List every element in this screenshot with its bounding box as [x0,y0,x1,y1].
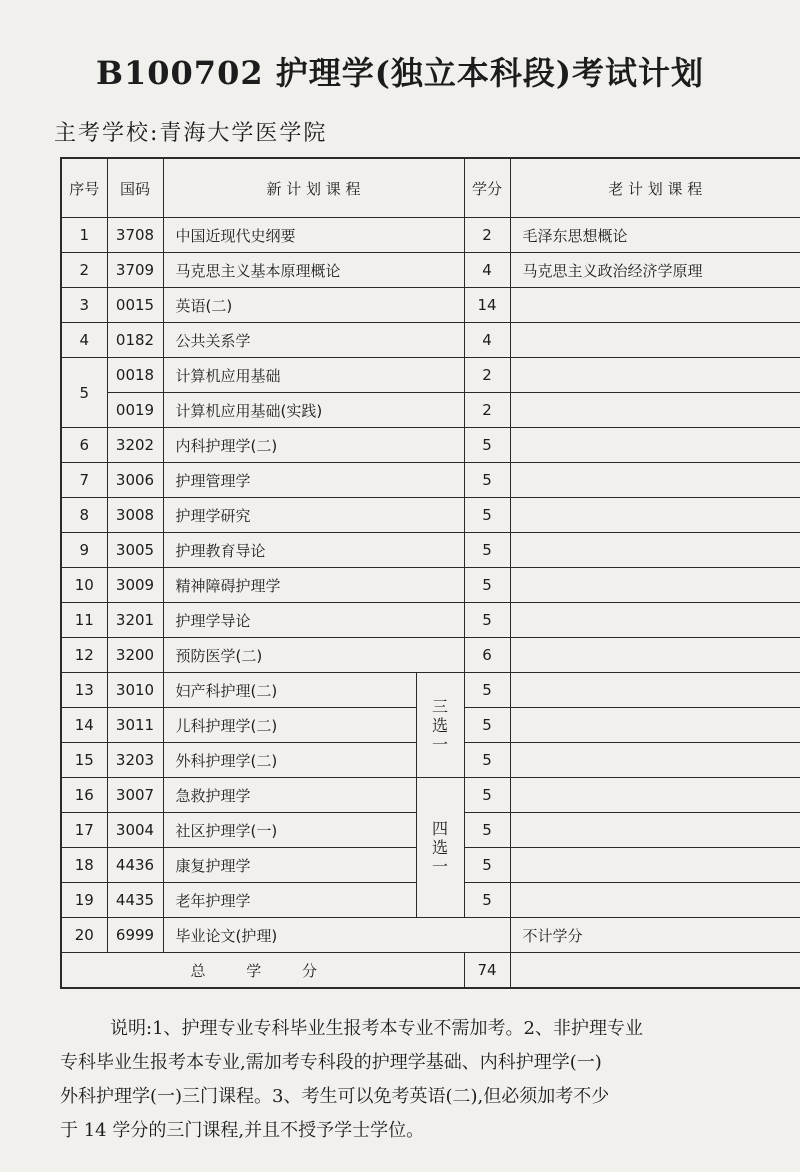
row-old-course [510,428,800,463]
elective-group-char: 四 [432,819,449,838]
row-code: 4436 [107,848,163,883]
header-new-course: 新 计 划 课 程 [163,158,464,218]
row-no: 7 [61,463,107,498]
table-row [61,253,800,288]
table-row [61,918,800,953]
row-old-course [510,568,800,603]
row-no: 16 [61,778,107,813]
row-old-course [510,358,800,393]
table-row [61,288,800,323]
row-no: 14 [61,708,107,743]
row-old-course [510,848,800,883]
row-no: 11 [61,603,107,638]
table-row [61,778,800,813]
row-course: 公共关系学 [163,323,464,358]
row-course: 计算机应用基础 [163,358,464,393]
row-course: 精神障碍护理学 [163,568,464,603]
table-row [61,568,800,603]
row-old-course [510,813,800,848]
total-label: 总 学 分 [61,953,464,989]
header-code: 国码 [107,158,163,218]
row-code: 0182 [107,323,163,358]
row-course: 内科护理学(二) [163,428,464,463]
row-no: 13 [61,673,107,708]
row-code: 3008 [107,498,163,533]
row-credits: 4 [464,253,510,288]
row-old-course [510,638,800,673]
row-credits: 5 [464,848,510,883]
note-line: 外科护理学(一)三门课程。3、考生可以免考英语(二),但必须加考不少 [60,1086,610,1107]
row-course: 护理学导论 [163,603,464,638]
elective-group-choose-one-of-four [416,778,464,918]
row-credits: 5 [464,708,510,743]
elective-group-char: 一 [432,857,449,876]
row-credits: 6 [464,638,510,673]
row-no: 10 [61,568,107,603]
document-title: B100702 护理学(独立本科段)考试计划 [95,54,705,92]
note-line: 专科毕业生报考本专业,需加考专科段的护理学基础、内科护理学(一) [60,1052,602,1073]
row-old-course: 不计学分 [510,918,800,953]
row-old-course [510,288,800,323]
notes [60,1012,800,1148]
elective-group-char: 选 [432,838,449,857]
row-course: 英语(二) [163,288,464,323]
row-old-course [510,533,800,568]
row-no: 17 [61,813,107,848]
row-course: 护理管理学 [163,463,464,498]
row-credits: 5 [464,883,510,918]
row-code: 3007 [107,778,163,813]
exam-school: 主考学校:青海大学医学院 [54,121,328,146]
row-credits: 5 [464,533,510,568]
table-row [61,323,800,358]
row-credits: 4 [464,323,510,358]
note-line: 于 14 学分的三门课程,并且不授予学士学位。 [60,1120,425,1141]
row-credits: 2 [464,393,510,428]
table-row [61,533,800,568]
row-course: 计算机应用基础(实践) [163,393,464,428]
row-no: 8 [61,498,107,533]
row-course: 外科护理学(二) [163,743,416,778]
row-old-course [510,743,800,778]
row-credits: 5 [464,778,510,813]
row-no: 2 [61,253,107,288]
table-row [61,498,800,533]
table-header-row [61,158,800,218]
table-row [61,358,800,393]
row-code: 0015 [107,288,163,323]
row-credits: 14 [464,288,510,323]
table-row [61,603,800,638]
row-no: 1 [61,218,107,253]
row-old-course [510,603,800,638]
row-old-course [510,673,800,708]
row-code: 6999 [107,918,163,953]
header-credits: 学分 [464,158,510,218]
row-old-course [510,708,800,743]
row-credits: 5 [464,743,510,778]
elective-group-char: 三 [432,696,449,716]
note-line: 说明:1、护理专业专科毕业生报考本专业不需加考。2、非护理专业 [110,1018,643,1039]
row-old-course [510,393,800,428]
row-old-course: 毛泽东思想概论 [510,218,800,253]
row-course: 老年护理学 [163,883,416,918]
row-no: 12 [61,638,107,673]
row-course: 儿科护理学(二) [163,708,416,743]
row-credits: 5 [464,568,510,603]
table-row [61,428,800,463]
row-code: 3201 [107,603,163,638]
row-no: 19 [61,883,107,918]
row-course: 社区护理学(一) [163,813,416,848]
row-code: 3010 [107,673,163,708]
row-credits: 5 [464,813,510,848]
row-code: 0018 [107,358,163,393]
row-code: 3203 [107,743,163,778]
row-code: 3709 [107,253,163,288]
row-credits: 5 [464,498,510,533]
row-credits: 5 [464,428,510,463]
row-old-course [510,498,800,533]
row-code: 3005 [107,533,163,568]
row-no: 5 [61,358,107,428]
table-row [61,673,800,708]
row-old-course [510,778,800,813]
table-row [61,218,800,253]
header-old-course: 老 计 划 课 程 [510,158,800,218]
elective-group-char: 一 [432,734,449,754]
row-no: 20 [61,918,107,953]
exam-plan-table [60,157,800,989]
row-course: 康复护理学 [163,848,416,883]
row-no: 4 [61,323,107,358]
elective-group-char: 选 [432,715,449,735]
row-credits: 2 [464,358,510,393]
row-credits: 5 [464,603,510,638]
row-code: 3006 [107,463,163,498]
row-course: 中国近现代史纲要 [163,218,464,253]
row-no: 15 [61,743,107,778]
row-credits: 2 [464,218,510,253]
row-course: 护理学研究 [163,498,464,533]
row-code: 3202 [107,428,163,463]
row-course: 急救护理学 [163,778,416,813]
row-old-course [510,323,800,358]
row-no: 6 [61,428,107,463]
row-code: 3004 [107,813,163,848]
row-no: 18 [61,848,107,883]
row-course: 护理教育导论 [163,533,464,568]
row-no: 3 [61,288,107,323]
row-old-course: 马克思主义政治经济学原理 [510,253,800,288]
elective-group-choose-one-of-three [416,673,464,778]
row-code: 0019 [107,393,163,428]
row-course: 毕业论文(护理) [163,918,510,953]
row-credits: 5 [464,463,510,498]
total-row [61,953,800,989]
row-code: 3708 [107,218,163,253]
row-course: 马克思主义基本原理概论 [163,253,464,288]
row-old-course [510,463,800,498]
table-row [61,393,800,428]
row-code: 3200 [107,638,163,673]
total-value: 74 [464,953,510,989]
header-no: 序号 [61,158,107,218]
table-row [61,463,800,498]
row-course: 预防医学(二) [163,638,464,673]
row-no: 9 [61,533,107,568]
row-old-course [510,883,800,918]
row-credits: 5 [464,673,510,708]
total-empty-cell [510,953,800,989]
table-row [61,638,800,673]
row-code: 3009 [107,568,163,603]
row-course: 妇产科护理(二) [163,673,416,708]
row-code: 3011 [107,708,163,743]
row-code: 4435 [107,883,163,918]
